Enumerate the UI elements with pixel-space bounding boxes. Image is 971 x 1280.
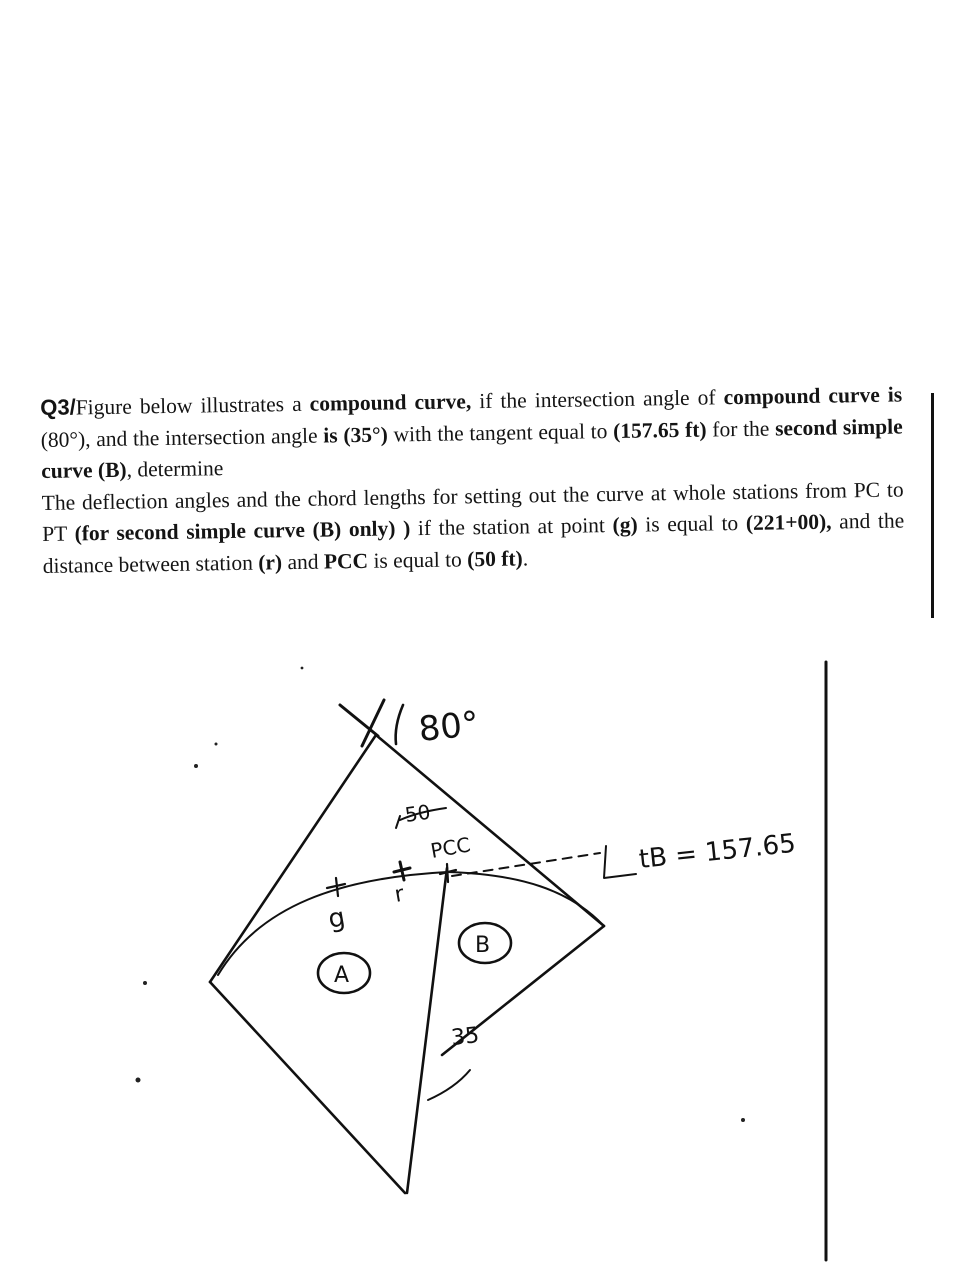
question-text-run: and	[281, 549, 325, 574]
question-text-run: (221+00),	[745, 509, 832, 535]
station-g-label: g	[326, 902, 348, 935]
tangent-line-pc	[210, 735, 376, 982]
question-text-run: (r)	[258, 549, 283, 575]
curve-b-label: B	[475, 933, 491, 958]
question-text-run: if the intersection angle of	[471, 385, 724, 414]
question-label: Q3/	[40, 394, 76, 420]
angle-arc-35	[428, 1070, 470, 1100]
question-text-run: .	[522, 545, 529, 570]
distance-50-label: 50	[403, 799, 432, 827]
question-text-run: with the tangent equal to	[387, 418, 614, 447]
question-text-run: is equal to	[637, 510, 747, 537]
angle-80-label: 80°	[416, 703, 481, 750]
question-task	[42, 474, 905, 582]
question-text-run: Figure below illustrates a	[75, 391, 310, 420]
question-block	[40, 378, 905, 582]
question-text-run: (50 ft)	[467, 545, 523, 571]
tangent-b-dashed	[452, 853, 600, 876]
question-text-run: (g)	[612, 512, 638, 538]
radius-line-pcc	[407, 868, 447, 1193]
curve-a-label: A	[334, 963, 350, 988]
angle-arc-80	[396, 705, 403, 744]
pcc-label: PCC	[428, 832, 473, 863]
question-text-run: for the	[706, 415, 776, 442]
question-text-run: , determine	[126, 456, 224, 482]
tangent-bracket	[604, 846, 636, 878]
vertex-extension	[340, 700, 384, 746]
question-text-run: compound curve is	[723, 382, 903, 410]
question-text-run: is equal to	[367, 546, 468, 573]
margin-rule	[931, 393, 934, 618]
question-text-run: is (35°)	[323, 422, 388, 448]
curve-b-arc	[447, 872, 604, 926]
question-text-run: The deflection angles and the chord lengths for setting out the curve at whole stations from PC to PT	[41, 476, 904, 546]
angle-35-label: 35	[450, 1023, 481, 1051]
question-text-run: (80°), and the intersection angle	[40, 423, 324, 452]
question-text-run: and the distance between station	[42, 508, 905, 578]
tangent-b-label: tB = 157.65	[637, 828, 798, 875]
radius-line-a-start	[210, 982, 405, 1193]
question-text-run: compound curve,	[309, 389, 472, 416]
question-text-run: if the station at point	[410, 513, 613, 541]
question-intro	[41, 382, 903, 483]
question-paragraph-1	[40, 378, 903, 487]
station-r-label: r	[392, 881, 406, 908]
tangent-line-pt	[376, 735, 604, 926]
question-text-run: (for second simple curve (B) only) )	[74, 516, 411, 546]
compound-curve-figure	[0, 640, 971, 1280]
question-text-run: second simple curve (B)	[41, 413, 903, 483]
question-text-run: PCC	[323, 548, 369, 574]
question-text-run: (157.65 ft)	[612, 417, 707, 443]
